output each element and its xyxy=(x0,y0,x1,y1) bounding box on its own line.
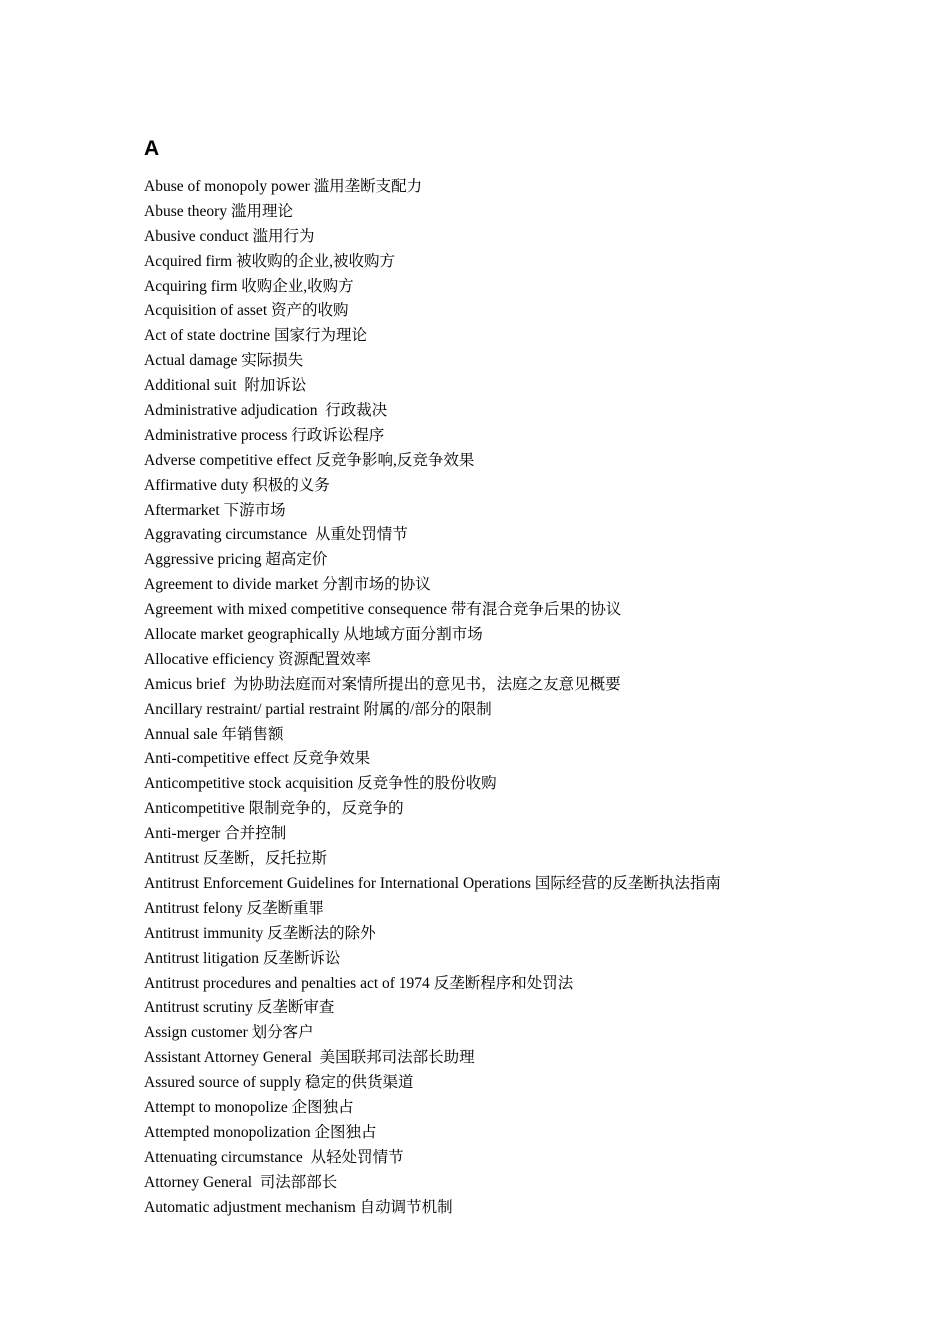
glossary-entry xyxy=(144,623,924,648)
entry-translation: 资产的收购 xyxy=(271,302,349,320)
glossary-entry xyxy=(144,349,924,374)
entry-translation: 反竞争影响,反竞争效果 xyxy=(315,451,475,469)
entry-term: Antitrust felony xyxy=(144,899,243,917)
glossary-entry xyxy=(144,275,924,300)
entry-term: Affirmative duty xyxy=(144,476,249,494)
entry-term: Antitrust procedures and penalties act of 1974 xyxy=(144,974,430,992)
entry-translation: 稳定的供货渠道 xyxy=(305,1074,414,1092)
entry-term: Abuse of monopoly power xyxy=(144,178,310,195)
entry-translation: 反垄断，反托拉斯 xyxy=(203,850,328,868)
entry-translation: 反垄断法的除外 xyxy=(267,924,376,942)
glossary-entry xyxy=(144,474,924,499)
entry-translation: 反垄断诉讼 xyxy=(262,949,341,967)
entry-term: Aggravating circumstance xyxy=(144,526,308,544)
entry-term: Ancillary restraint/ partial restraint xyxy=(144,700,360,718)
entry-term: Anti-merger xyxy=(144,825,221,843)
glossary-entry xyxy=(144,523,924,548)
entry-term: Additional suit xyxy=(144,377,237,395)
entry-term: Anti-competitive effect xyxy=(144,750,289,768)
entry-translation: 企图独占 xyxy=(314,1123,377,1141)
entry-term: Abusive conduct xyxy=(144,227,249,245)
glossary-entry xyxy=(144,723,924,748)
entry-term: Antitrust xyxy=(144,850,200,868)
glossary-entry xyxy=(144,648,924,673)
entry-translation: 国际经营的反垄断执法指南 xyxy=(534,874,721,892)
entry-term: Acquired firm xyxy=(144,252,233,270)
entry-translation: 企图独占 xyxy=(291,1098,354,1116)
entry-term: Actual damage xyxy=(144,352,238,370)
entry-translation: 美国联邦司法部长助理 xyxy=(319,1049,475,1067)
entry-term: Anticompetitive xyxy=(144,800,245,818)
glossary-list xyxy=(144,175,924,1220)
glossary-entry xyxy=(144,996,924,1021)
entry-translation: 被收购的企业,被收购方 xyxy=(236,252,395,270)
glossary-entry xyxy=(144,548,924,573)
glossary-entry xyxy=(144,1196,924,1221)
entry-translation: 反竞争性的股份收购 xyxy=(357,775,497,793)
entry-translation: 国家行为理论 xyxy=(273,327,367,345)
entry-term: Attenuating circumstance xyxy=(144,1148,303,1166)
glossary-entry xyxy=(144,698,924,723)
glossary-entry xyxy=(144,872,924,897)
entry-term: Antitrust litigation xyxy=(144,949,259,967)
entry-term: Act of state doctrine xyxy=(144,327,271,345)
entry-translation: 实际损失 xyxy=(241,352,304,370)
entry-translation: 下游市场 xyxy=(223,501,286,519)
entry-translation: 分割市场的协议 xyxy=(322,576,431,594)
glossary-entry xyxy=(144,922,924,947)
entry-translation: 反垄断审查 xyxy=(256,999,335,1017)
glossary-entry xyxy=(144,449,924,474)
entry-term: Acquisition of asset xyxy=(144,302,268,320)
glossary-entry xyxy=(144,972,924,997)
entry-translation: 滥用垄断支配力 xyxy=(313,178,423,195)
entry-term: Automatic adjustment mechanism xyxy=(144,1198,356,1216)
entry-term: Antitrust immunity xyxy=(144,924,264,942)
entry-translation: 滥用理论 xyxy=(230,202,293,220)
glossary-entry xyxy=(144,947,924,972)
entry-translation: 积极的义务 xyxy=(252,476,330,494)
glossary-entry xyxy=(144,324,924,349)
entry-term: Administrative adjudication xyxy=(144,402,318,420)
entry-term: Aftermarket xyxy=(144,501,220,519)
entry-translation: 行政裁决 xyxy=(325,402,388,420)
glossary-entry xyxy=(144,772,924,797)
entry-translation: 从轻处罚情节 xyxy=(310,1148,404,1166)
entry-translation: 限制竞争的，反竞争的 xyxy=(248,800,404,818)
entry-term: Attempted monopolization xyxy=(144,1123,311,1141)
glossary-entry xyxy=(144,374,924,399)
entry-term: Antitrust scrutiny xyxy=(144,999,253,1017)
entry-translation: 从重处罚情节 xyxy=(314,526,408,544)
glossary-entry xyxy=(144,225,924,250)
entry-translation: 附加诉讼 xyxy=(244,377,307,395)
glossary-entry xyxy=(144,1046,924,1071)
glossary-entry xyxy=(144,897,924,922)
glossary-entry xyxy=(144,1121,924,1146)
entry-term: Attorney General xyxy=(144,1173,253,1191)
entry-translation: 从地域方面分割市场 xyxy=(343,626,483,644)
glossary-entry xyxy=(144,175,924,200)
glossary-entry xyxy=(144,1071,924,1096)
glossary-entry xyxy=(144,399,924,424)
entry-term: Administrative process xyxy=(144,426,288,444)
entry-translation: 反垄断重罪 xyxy=(246,899,324,917)
entry-term: Antitrust Enforcement Guidelines for International Operations xyxy=(144,874,531,892)
entry-term: Anticompetitive stock acquisition xyxy=(144,775,354,793)
entry-translation: 收购企业,收购方 xyxy=(241,277,354,295)
glossary-entry xyxy=(144,299,924,324)
entry-translation: 自动调节机制 xyxy=(359,1198,453,1216)
entry-separator xyxy=(307,526,315,543)
entry-separator xyxy=(225,676,233,693)
entry-translation: 附属的/部分的限制 xyxy=(363,700,492,718)
glossary-entry xyxy=(144,1171,924,1196)
glossary-entry xyxy=(144,200,924,225)
entry-translation: 带有混合竞争后果的协议 xyxy=(450,601,622,619)
entry-term: Abuse theory xyxy=(144,202,228,220)
section-letter-heading: A xyxy=(144,137,160,160)
glossary-entry xyxy=(144,822,924,847)
glossary-entry xyxy=(144,673,924,698)
entry-term: Attempt to monopolize xyxy=(144,1098,288,1116)
entry-term: Annual sale xyxy=(144,725,218,743)
entry-term: Adverse competitive effect xyxy=(144,451,312,469)
entry-term: Acquiring firm xyxy=(144,277,238,295)
glossary-entry xyxy=(144,250,924,275)
entry-separator xyxy=(303,1149,311,1166)
glossary-entry xyxy=(144,847,924,872)
entry-translation: 反竞争效果 xyxy=(292,750,371,768)
entry-separator xyxy=(312,1049,320,1066)
entry-separator xyxy=(252,1174,260,1191)
glossary-entry xyxy=(144,1021,924,1046)
entry-term: Assured source of supply xyxy=(144,1074,302,1092)
entry-translation: 年销售额 xyxy=(221,725,284,743)
entry-translation: 资源配置效率 xyxy=(277,650,371,668)
glossary-entry xyxy=(144,1096,924,1121)
glossary-entry xyxy=(144,424,924,449)
entry-translation: 为协助法庭而对案情所提出的意见书，法庭之友意见概要 xyxy=(233,675,621,693)
entry-term: Amicus brief xyxy=(144,675,226,693)
entry-term: Assign customer xyxy=(144,1024,248,1042)
glossary-entry xyxy=(144,573,924,598)
entry-term: Assistant Attorney General xyxy=(144,1049,312,1067)
entry-term: Agreement with mixed competitive consequence xyxy=(144,601,448,619)
glossary-entry xyxy=(144,797,924,822)
glossary-entry xyxy=(144,747,924,772)
entry-translation: 反垄断程序和处罚法 xyxy=(433,974,574,992)
glossary-entry xyxy=(144,499,924,524)
entry-translation: 司法部部长 xyxy=(259,1173,338,1191)
entry-term: Aggressive pricing xyxy=(144,551,262,569)
entry-term: Allocative efficiency xyxy=(144,650,275,668)
entry-term: Allocate market geographically xyxy=(144,626,340,644)
entry-translation: 合并控制 xyxy=(224,825,287,843)
entry-translation: 超高定价 xyxy=(265,551,328,569)
entry-term: Agreement to divide market xyxy=(144,576,319,594)
glossary-entry xyxy=(144,1146,924,1171)
glossary-entry xyxy=(144,598,924,623)
entry-translation: 行政诉讼程序 xyxy=(291,426,385,444)
entry-translation: 划分客户 xyxy=(251,1024,314,1042)
entry-translation: 滥用行为 xyxy=(252,227,315,245)
